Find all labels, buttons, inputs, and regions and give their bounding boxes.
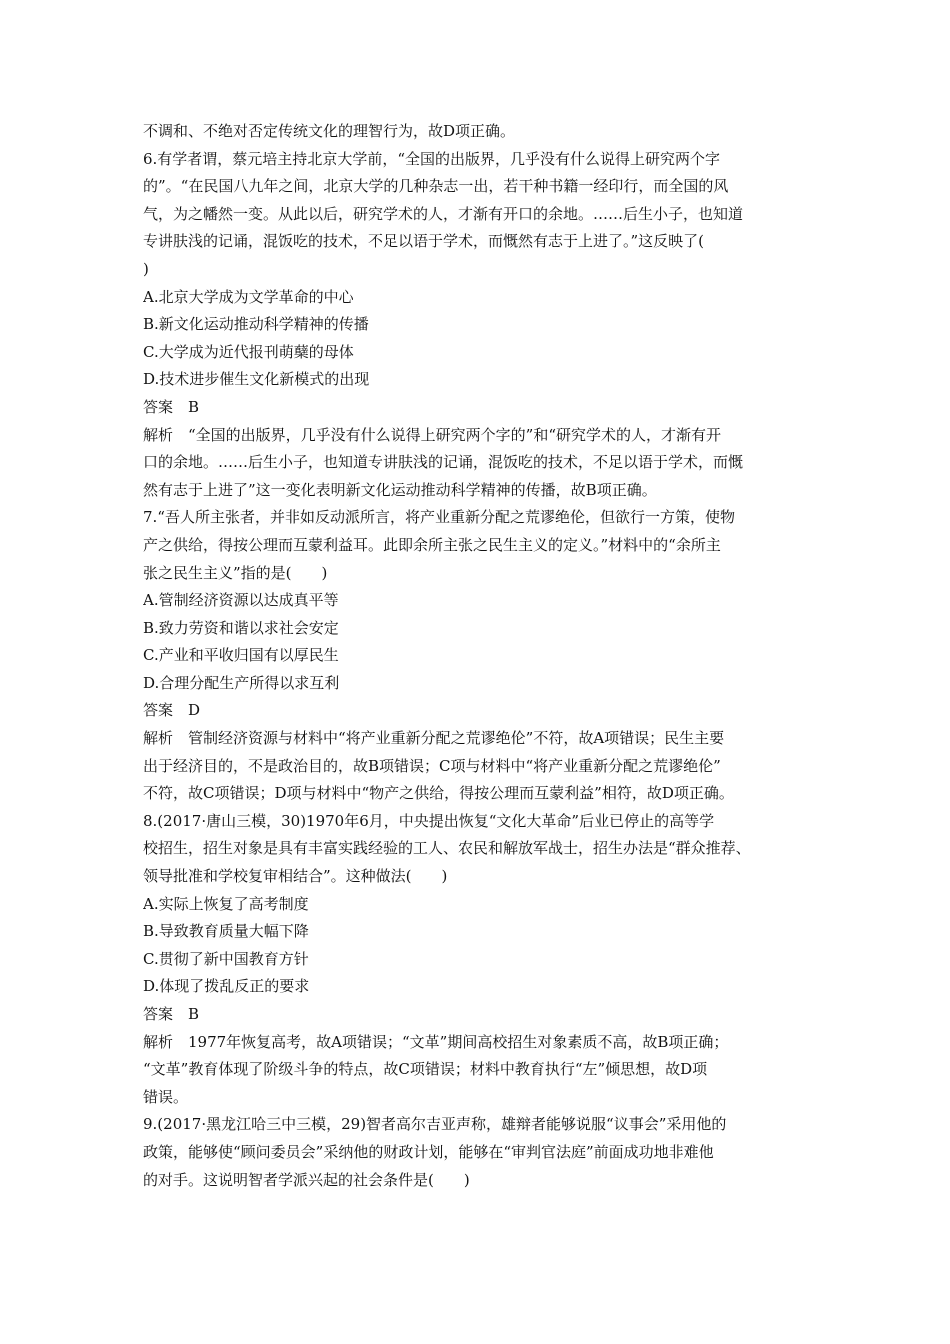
q6-option-b: B.新文化运动推动科学精神的传播 <box>143 315 369 334</box>
q8-option-b: B.导致教育质量大幅下降 <box>143 922 309 941</box>
q6-option-d: D.技术进步催生文化新模式的出现 <box>143 370 370 389</box>
q6-analysis: 解析 “全国的出版界，几乎没有什么说得上研究两个字的”和“研究学术的人，才渐有开 <box>143 425 722 444</box>
q8-analysis: 解析 1977年恢复高考，故A项错误；“文革”期间高校招生对象素质不高，故B项正确； <box>143 1032 729 1051</box>
question-9-stem: 9.(2017·黑龙江哈三中三模，29)智者高尔吉亚声称，雄辩者能够说服“议事会”采用他的 <box>143 1115 727 1134</box>
q6-option-c: C.大学成为近代报刊萌蘖的母体 <box>143 342 354 361</box>
text-line-27: 校招生，招生对象是具有丰富实践经验的工人、农民和解放军战士，招生办法是“群众推荐、 <box>143 839 751 858</box>
question-6-stem: 6.有学者谓，蔡元培主持北京大学前，“全国的出版界，几乎没有什么说得上研究两个字 <box>143 149 720 168</box>
text-line-28: 领导批准和学校复审相结合”。这种做法( ) <box>143 867 448 886</box>
text-line-38: 政策，能够使“顾问委员会”采纳他的财政计划，能够在“审判官法庭”前面成功地非难他 <box>143 1142 714 1161</box>
text-line-13: 口的余地。……后生小子，也知道专讲肤浅的记诵，混饭吃的技术，不足以语于学术，而慨 <box>143 453 744 472</box>
document-page <box>143 118 815 1194</box>
q7-option-b: B.致力劳资和谐以求社会安定 <box>143 618 339 637</box>
q8-option-c: C.贯彻了新中国教育方针 <box>143 949 309 968</box>
text-line-1: 不调和、不绝对否定传统文化的理智行为，故D项正确。 <box>143 122 516 140</box>
q6-option-a: A.北京大学成为文学革命的中心 <box>143 287 354 306</box>
text-line-3: 的”。“在民国八九年之间，北京大学的几种杂志一出，若干种书籍一经印行，而全国的风 <box>143 177 729 196</box>
text-line-36: 错误。 <box>143 1087 189 1106</box>
q8-option-d: D.体现了拨乱反正的要求 <box>143 977 310 996</box>
text-line-39: 的对手。这说明智者学派兴起的社会条件是( ) <box>143 1170 470 1189</box>
q7-option-a: A.管制经济资源以达成真平等 <box>143 591 339 610</box>
text-line-6: ) <box>143 259 149 278</box>
q8-answer: 答案 B <box>143 1005 200 1023</box>
q7-option-d: D.合理分配生产所得以求互利 <box>143 673 340 692</box>
text-line-25: 不符，故C项错误；D项与材料中“物产之供给，得按公理而互蒙利益”相符，故D项正确。 <box>143 784 734 803</box>
q7-answer: 答案 D <box>143 701 201 720</box>
text-line-16: 产之供给，得按公理而互蒙利益耳。此即余所主张之民生主义的定义。”材料中的“余所主 <box>143 535 721 554</box>
text-line-24: 出于经济目的，不是政治目的，故B项错误；C项与材料中“将产业重新分配之荒谬绝伦” <box>143 756 721 775</box>
text-line-5: 专讲肤浅的记诵，混饭吃的技术，不足以语于学术，而慨然有志于上进了。”这反映了( <box>143 232 705 251</box>
text-line-17: 张之民生主义”指的是( ) <box>143 563 328 582</box>
text-line-35: “文革”教育体现了阶级斗争的特点，故C项错误；材料中教育执行“左”倾思想，故D项 <box>143 1060 708 1079</box>
text-line-14: 然有志于上进了”这一变化表明新文化运动推动科学精神的传播，故B项正确。 <box>143 480 657 499</box>
q7-option-c: C.产业和平收归国有以厚民生 <box>143 646 339 665</box>
text-line-4: 气，为之幡然一变。从此以后，研究学术的人，才渐有开口的余地。……后生小子，也知道 <box>143 204 744 223</box>
q6-answer: 答案 B <box>143 397 200 416</box>
q8-option-a: A.实际上恢复了高考制度 <box>143 894 309 913</box>
question-8-stem: 8.(2017·唐山三模，30)1970年6月，中央提出恢复“文化大革命”后业已停止的高等学 <box>143 811 715 830</box>
q7-analysis: 解析 管制经济资源与材料中“将产业重新分配之荒谬绝伦”不符，故A项错误；民生主要 <box>143 729 725 748</box>
question-7-stem: 7.“吾人所主张者，并非如反动派所言，将产业重新分配之荒谬绝伦，但欲行一方策，使物 <box>143 508 735 527</box>
